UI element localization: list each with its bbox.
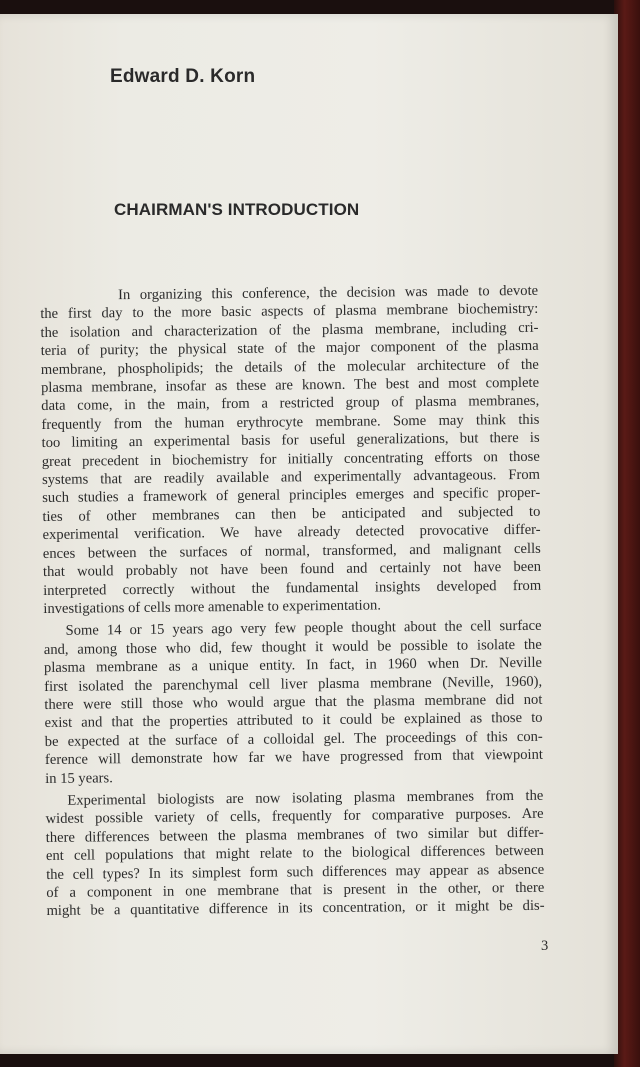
text-line: investigations of cells more amenable to experimentation. bbox=[43, 597, 382, 617]
paragraph-3 bbox=[45, 787, 544, 921]
text-line: interpreted correctly without the fundamental insights developed from bbox=[43, 577, 542, 599]
text-line: plasma membrane as a unique entity. In fact, in 1960 when Dr. Neville bbox=[43, 654, 543, 677]
paragraph-2 bbox=[44, 617, 544, 788]
text-line: be expected at the surface of a colloidal gel. The proceedings of this con- bbox=[44, 728, 543, 750]
text-line: in 15 years. bbox=[45, 769, 113, 787]
text-line: ference will demonstrate how far we have progressed from that viewpoint bbox=[44, 746, 544, 769]
text-line: plasma membrane, insofar as these are known. The best and most complete bbox=[40, 374, 540, 397]
text-line: widest possible variety of cells, frequently for comparative purposes. Are bbox=[45, 806, 544, 828]
text-line: ties of other membranes can then be anticipated and subjected to bbox=[42, 503, 541, 525]
text-line: data come, in the main, from a restricted group of plasma membranes, bbox=[41, 393, 540, 415]
text-line: In organizing this conference, the decision was made to devote bbox=[118, 282, 539, 304]
text-line: such studies a framework of general principles emerges and specific proper- bbox=[42, 485, 541, 507]
author-name: Edward D. Korn bbox=[110, 66, 256, 87]
text-line: Some 14 or 15 years ago very few people thought about the cell surface bbox=[65, 618, 542, 640]
text-line: the first day to the more basic aspects of plasma membrane biochemistry: bbox=[40, 301, 539, 323]
chapter-title: CHAIRMAN'S INTRODUCTION bbox=[114, 200, 360, 219]
text-line: that would probably not have been found and certainly not have been bbox=[42, 558, 542, 581]
paragraph-1 bbox=[40, 282, 541, 619]
text-line: teria of purity; the physical state of the major component of the plasma bbox=[40, 338, 539, 360]
text-line: the isolation and characterization of the plasma membrane, including cri- bbox=[40, 319, 539, 341]
text-line: there differences between the plasma membranes of two similar but differ- bbox=[45, 824, 544, 846]
text-line: membrane, phospholipids; the details of the molecular architecture of the bbox=[40, 356, 539, 378]
text-line: experimental verification. We have already detected provocative differ- bbox=[42, 522, 541, 544]
text-line: first isolated the parenchymal cell liver plasma membrane (Neville, 1960), bbox=[44, 673, 543, 695]
text-line: there were still those who would argue that the plasma membrane did not bbox=[44, 691, 543, 713]
text-line: and, among those who did, few thought it would be possible to isolate the bbox=[43, 636, 542, 658]
text-line: the cell types? In its simplest form such differences may appear as absence bbox=[46, 861, 545, 883]
text-line: Experimental biologists are now isolating plasma membranes from the bbox=[67, 787, 544, 809]
text-line: frequently from the human erythrocyte membrane. Some may think this bbox=[41, 411, 540, 433]
text-line: ences between the surfaces of normal, transformed, and malignant cells bbox=[42, 540, 541, 562]
text-line: great precedent in biochemistry for initially concentrating efforts on those bbox=[41, 448, 540, 470]
text-line: systems that are readily available and experimentally advantageous. From bbox=[41, 466, 541, 489]
text-line: of a component in one membrane that is present in the other, or there bbox=[46, 879, 545, 901]
text-line: exist and that the properties attributed to it could be explained as those to bbox=[44, 710, 543, 732]
text-line: might be a quantitative difference in its concentration, or it might be dis- bbox=[46, 898, 545, 920]
body-text bbox=[40, 282, 545, 925]
text-line: too limiting an experimental basis for useful generalizations, but there is bbox=[41, 430, 540, 452]
page-number: 3 bbox=[541, 938, 549, 954]
book-page bbox=[0, 14, 618, 1054]
text-line: ent cell populations that might relate to the biological differences between bbox=[45, 842, 545, 865]
